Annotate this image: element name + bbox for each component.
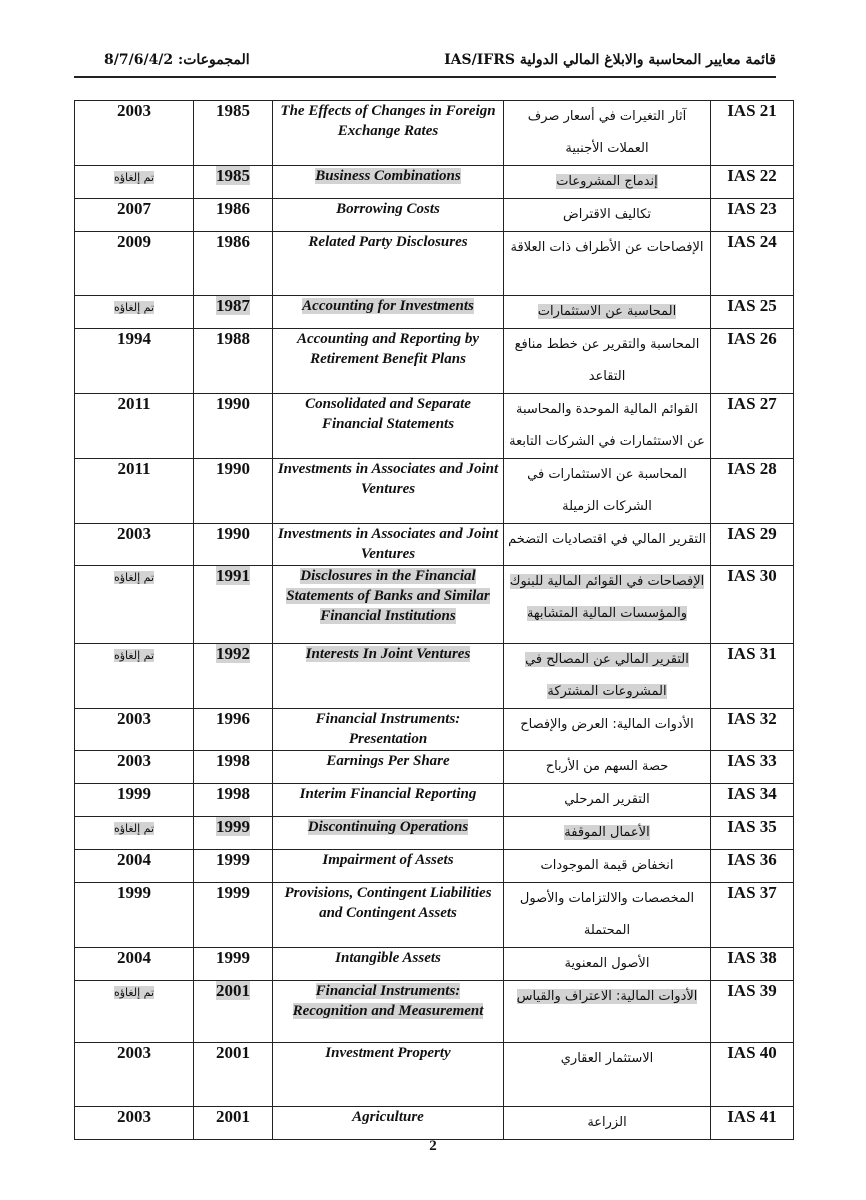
standard-name-ar: المخصصات والالتزامات والأصول المحتملة	[519, 891, 695, 938]
table-row	[75, 883, 794, 948]
standard-name-en-cell	[273, 784, 504, 817]
standard-id: IAS 41	[727, 1107, 777, 1126]
issued-year: 1999	[216, 850, 250, 869]
standards-table	[74, 100, 794, 1140]
revised-year: 2003	[117, 709, 151, 728]
standard-name-ar-cell	[504, 1043, 711, 1107]
standard-name-ar-cell	[504, 751, 711, 784]
issued-year: 1988	[216, 329, 250, 348]
issued-year: 1990	[216, 394, 250, 413]
standard-id-cell	[711, 524, 794, 566]
standard-name-ar-cell	[504, 883, 711, 948]
table-row	[75, 751, 794, 784]
standard-name-ar: المحاسبة عن الاستثمارات	[537, 304, 677, 319]
standard-name-ar: الزراعة	[587, 1115, 627, 1130]
standard-name-ar: الأدوات المالية: العرض والإفصاح	[520, 717, 694, 732]
issued-year-cell	[194, 166, 273, 199]
standard-name-ar-cell	[504, 329, 711, 394]
table-row	[75, 817, 794, 850]
issued-year-cell	[194, 199, 273, 232]
table-row	[75, 101, 794, 166]
revised-year: 2003	[117, 101, 151, 120]
issued-year-cell	[194, 981, 273, 1043]
revised-year: 2009	[117, 232, 151, 251]
standard-name-ar: الأدوات المالية: الاعتراف والقياس	[516, 989, 698, 1004]
standard-id: IAS 40	[727, 1043, 777, 1062]
revised-year: 2003	[117, 524, 151, 543]
issued-year-cell	[194, 459, 273, 524]
standard-id: IAS 25	[727, 296, 777, 315]
standard-name-ar-cell	[504, 817, 711, 850]
standard-name-en: Interests In Joint Ventures	[305, 646, 471, 662]
table-row	[75, 232, 794, 296]
revised-year-cell	[75, 850, 194, 883]
issued-year: 1999	[216, 883, 250, 902]
revised-year-cell	[75, 394, 194, 459]
revised-year-cell	[75, 784, 194, 817]
revised-year-cell	[75, 817, 194, 850]
issued-year-cell	[194, 101, 273, 166]
standard-name-ar: انخفاض قيمة الموجودات	[540, 858, 674, 873]
standard-name-ar-cell	[504, 166, 711, 199]
standard-id-cell	[711, 644, 794, 709]
standard-name-en: Discontinuing Operations	[307, 819, 469, 835]
standard-name-ar: المحاسبة عن الاستثمارات في الشركات الزميلة	[527, 467, 687, 514]
standard-id-cell	[711, 232, 794, 296]
standard-name-en: Agriculture	[352, 1109, 424, 1125]
standard-name-en: Investment Property	[325, 1045, 451, 1061]
standard-name-ar-cell	[504, 524, 711, 566]
header-divider	[74, 76, 776, 78]
standard-name-ar: حصة السهم من الأرباح	[545, 759, 669, 774]
revised-year: 2003	[117, 1107, 151, 1126]
standard-name-ar: المحاسبة والتقرير عن خطط منافع التقاعد	[514, 337, 700, 384]
revised-year: تم إلغاؤه	[113, 301, 155, 314]
standard-id: IAS 33	[727, 751, 777, 770]
standard-id: IAS 37	[727, 883, 777, 902]
standard-id-cell	[711, 329, 794, 394]
standard-name-en: Accounting for Investments	[302, 298, 474, 314]
standard-id: IAS 36	[727, 850, 777, 869]
revised-year-cell	[75, 709, 194, 751]
revised-year: تم إلغاؤه	[113, 171, 155, 184]
standard-id: IAS 30	[727, 566, 777, 585]
standard-id-cell	[711, 1107, 794, 1140]
issued-year-cell	[194, 817, 273, 850]
issued-year-cell	[194, 524, 273, 566]
standard-name-ar-cell	[504, 232, 711, 296]
issued-year: 1986	[216, 199, 250, 218]
standard-id-cell	[711, 1043, 794, 1107]
standard-name-en-cell	[273, 709, 504, 751]
standard-name-en: Consolidated and Separate Financial Statements	[305, 396, 471, 432]
standard-id: IAS 28	[727, 459, 777, 478]
standard-name-en-cell	[273, 948, 504, 981]
standard-name-en-cell	[273, 101, 504, 166]
issued-year-cell	[194, 566, 273, 644]
table-row	[75, 1107, 794, 1140]
standard-name-en-cell	[273, 566, 504, 644]
revised-year-cell	[75, 199, 194, 232]
issued-year: 1998	[216, 784, 250, 803]
standard-name-en: Intangible Assets	[335, 950, 441, 966]
standard-id-cell	[711, 751, 794, 784]
standard-id-cell	[711, 394, 794, 459]
standard-name-ar: الاستثمار العقاري	[560, 1051, 654, 1066]
standard-id: IAS 32	[727, 709, 777, 728]
standard-name-ar-cell	[504, 296, 711, 329]
table-row	[75, 166, 794, 199]
standard-name-en-cell	[273, 459, 504, 524]
standard-name-ar: الأعمال الموقفة	[564, 825, 650, 840]
standard-name-en: Business Combinations	[315, 168, 461, 184]
standard-name-en-cell	[273, 644, 504, 709]
standard-id: IAS 38	[727, 948, 777, 967]
issued-year: 1996	[216, 709, 250, 728]
standard-name-ar-cell	[504, 1107, 711, 1140]
standard-name-en-cell	[273, 524, 504, 566]
standard-id: IAS 24	[727, 232, 777, 251]
issued-year-cell	[194, 296, 273, 329]
standard-name-ar: آثار التغيرات في أسعار صرف العملات الأجنبية	[527, 109, 687, 156]
table-row	[75, 1043, 794, 1107]
standard-id: IAS 29	[727, 524, 777, 543]
standard-name-en: Provisions, Contingent Liabilities and Contingent Assets	[284, 885, 492, 921]
table-row	[75, 850, 794, 883]
revised-year-cell	[75, 948, 194, 981]
revised-year-cell	[75, 883, 194, 948]
issued-year: 1991	[216, 566, 250, 585]
standard-id: IAS 22	[727, 166, 777, 185]
standard-name-ar: تكاليف الاقتراض	[563, 207, 651, 222]
standard-name-ar: التقرير المرحلي	[564, 792, 650, 807]
revised-year: تم إلغاؤه	[113, 986, 155, 999]
revised-year-cell	[75, 1043, 194, 1107]
standard-name-en: The Effects of Changes in Foreign Exchange Rates	[280, 103, 496, 139]
standard-name-en: Accounting and Reporting by Retirement Benefit Plans	[296, 331, 480, 367]
issued-year: 2001	[216, 981, 250, 1000]
standard-id-cell	[711, 566, 794, 644]
standard-name-en: Investments in Associates and Joint Ventures	[277, 526, 499, 562]
standard-name-ar-cell	[504, 199, 711, 232]
document-title: قائمة معايير المحاسبة والابلاغ المالي الدولية IAS/IFRS	[444, 52, 776, 68]
table-row	[75, 981, 794, 1043]
revised-year: 2004	[117, 850, 151, 869]
revised-year-cell	[75, 232, 194, 296]
issued-year: 2001	[216, 1043, 250, 1062]
standard-name-en-cell	[273, 850, 504, 883]
issued-year-cell	[194, 394, 273, 459]
standard-name-ar: التقرير المالي عن المصالح في المشروعات المشتركة	[525, 652, 689, 699]
standard-name-en-cell	[273, 883, 504, 948]
page-header	[74, 48, 776, 82]
standard-name-ar-cell	[504, 948, 711, 981]
standard-id-cell	[711, 948, 794, 981]
standard-id: IAS 23	[727, 199, 777, 218]
standard-name-en-cell	[273, 296, 504, 329]
revised-year-cell	[75, 751, 194, 784]
standard-name-en: Related Party Disclosures	[308, 234, 468, 250]
standard-name-ar: التقرير المالي في اقتصاديات التضخم	[508, 532, 706, 547]
standard-id: IAS 27	[727, 394, 777, 413]
standard-id-cell	[711, 199, 794, 232]
issued-year-cell	[194, 850, 273, 883]
revised-year: 1994	[117, 329, 151, 348]
standard-name-en: Financial Instruments: Recognition and Measurement	[292, 983, 484, 1019]
issued-year-cell	[194, 883, 273, 948]
issued-year-cell	[194, 644, 273, 709]
standard-name-en-cell	[273, 751, 504, 784]
issued-year: 1986	[216, 232, 250, 251]
standard-name-en: Investments in Associates and Joint Ventures	[277, 461, 499, 497]
standard-id-cell	[711, 817, 794, 850]
revised-year-cell	[75, 524, 194, 566]
standard-id: IAS 31	[727, 644, 777, 663]
revised-year: تم إلغاؤه	[113, 822, 155, 835]
revised-year: تم إلغاؤه	[113, 649, 155, 662]
standard-name-en: Earnings Per Share	[326, 753, 450, 769]
standard-name-ar-cell	[504, 644, 711, 709]
issued-year: 1985	[216, 166, 250, 185]
table-row	[75, 459, 794, 524]
revised-year: 2003	[117, 751, 151, 770]
issued-year: 1998	[216, 751, 250, 770]
revised-year-cell	[75, 329, 194, 394]
standard-id-cell	[711, 101, 794, 166]
issued-year: 1990	[216, 524, 250, 543]
standard-name-en-cell	[273, 329, 504, 394]
revised-year-cell	[75, 644, 194, 709]
standard-name-en-cell	[273, 232, 504, 296]
standard-id: IAS 21	[727, 101, 777, 120]
table-row	[75, 566, 794, 644]
standard-name-ar: الأصول المعنوية	[564, 956, 650, 971]
standard-id: IAS 26	[727, 329, 777, 348]
revised-year: 2011	[117, 394, 151, 413]
issued-year: 1999	[216, 817, 250, 836]
revised-year: 2007	[117, 199, 151, 218]
issued-year: 1990	[216, 459, 250, 478]
standard-name-ar-cell	[504, 709, 711, 751]
standard-id-cell	[711, 166, 794, 199]
standard-name-ar: القوائم المالية الموحدة والمحاسبة عن الاستثمارات في الشركات التابعة	[509, 402, 705, 449]
revised-year-cell	[75, 296, 194, 329]
revised-year-cell	[75, 459, 194, 524]
revised-year-cell	[75, 101, 194, 166]
revised-year-cell	[75, 981, 194, 1043]
revised-year: تم إلغاؤه	[113, 571, 155, 584]
standard-name-ar-cell	[504, 981, 711, 1043]
table-row	[75, 296, 794, 329]
issued-year: 2001	[216, 1107, 250, 1126]
standard-name-en: Interim Financial Reporting	[299, 786, 477, 802]
table-row	[75, 784, 794, 817]
standard-id-cell	[711, 709, 794, 751]
standard-name-ar-cell	[504, 101, 711, 166]
table-row	[75, 948, 794, 981]
table-row	[75, 199, 794, 232]
table-row	[75, 329, 794, 394]
table-row	[75, 644, 794, 709]
revised-year: 1999	[117, 883, 151, 902]
standard-id: IAS 34	[727, 784, 777, 803]
issued-year: 1987	[216, 296, 250, 315]
revised-year: 2003	[117, 1043, 151, 1062]
issued-year-cell	[194, 709, 273, 751]
standard-id-cell	[711, 883, 794, 948]
table-row	[75, 394, 794, 459]
standard-name-en-cell	[273, 199, 504, 232]
standard-name-ar-cell	[504, 784, 711, 817]
table-row	[75, 709, 794, 751]
standard-name-en-cell	[273, 817, 504, 850]
groups-label: المجموعات: 8/7/6/4/2	[104, 52, 250, 68]
revised-year: 1999	[117, 784, 151, 803]
issued-year-cell	[194, 1043, 273, 1107]
standard-name-ar-cell	[504, 459, 711, 524]
standard-id-cell	[711, 784, 794, 817]
issued-year-cell	[194, 751, 273, 784]
page-number: 2	[429, 1138, 437, 1154]
standard-name-ar: إندماج المشروعات	[556, 174, 658, 189]
revised-year: 2004	[117, 948, 151, 967]
revised-year-cell	[75, 1107, 194, 1140]
standard-id-cell	[711, 459, 794, 524]
issued-year: 1985	[216, 101, 250, 120]
standard-name-en-cell	[273, 166, 504, 199]
standard-name-ar: الإفصاحات عن الأطراف ذات العلاقة	[510, 240, 704, 255]
standard-name-ar-cell	[504, 394, 711, 459]
issued-year-cell	[194, 784, 273, 817]
issued-year-cell	[194, 1107, 273, 1140]
revised-year-cell	[75, 566, 194, 644]
standard-name-ar-cell	[504, 566, 711, 644]
standard-id-cell	[711, 981, 794, 1043]
standard-id: IAS 39	[727, 981, 777, 1000]
standard-id: IAS 35	[727, 817, 777, 836]
issued-year-cell	[194, 329, 273, 394]
standard-id-cell	[711, 850, 794, 883]
standard-id-cell	[711, 296, 794, 329]
standard-name-en: Disclosures in the Financial Statements of Banks and Similar Financial Institutions	[286, 568, 490, 624]
standard-name-en: Financial Instruments: Presentation	[315, 711, 461, 747]
issued-year: 1992	[216, 644, 250, 663]
revised-year-cell	[75, 166, 194, 199]
issued-year-cell	[194, 948, 273, 981]
issued-year-cell	[194, 232, 273, 296]
standard-name-ar-cell	[504, 850, 711, 883]
standard-name-ar: الإفصاحات في القوائم المالية للبنوك والمؤسسات المالية المتشابهة	[509, 574, 705, 621]
table-row	[75, 524, 794, 566]
standard-name-en: Impairment of Assets	[322, 852, 454, 868]
standard-name-en: Borrowing Costs	[336, 201, 440, 217]
standard-name-en-cell	[273, 1107, 504, 1140]
standard-name-en-cell	[273, 394, 504, 459]
revised-year: 2011	[117, 459, 151, 478]
issued-year: 1999	[216, 948, 250, 967]
standard-name-en-cell	[273, 1043, 504, 1107]
standard-name-en-cell	[273, 981, 504, 1043]
